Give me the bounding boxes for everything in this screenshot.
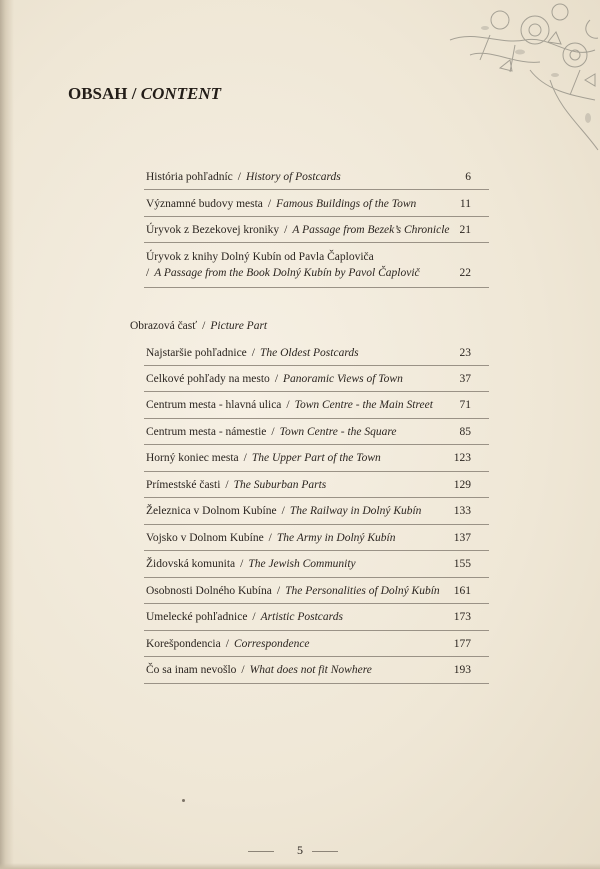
toc-entry-panoramic-views[interactable]: Celkové pohľady na mesto / Panoramic Views of Town 37 — [144, 366, 489, 392]
paper-speck — [182, 799, 185, 802]
entry-title-en: A Passage from Bezek’s Chronicle — [292, 224, 450, 236]
toc-entry-the-square[interactable]: Centrum mesta - námestie / Town Centre - the Square 85 — [144, 419, 489, 445]
toc-entry-main-street[interactable]: Centrum mesta - hlavná ulica / Town Centre - the Main Street 71 — [144, 392, 489, 419]
entry-page-number: 133 — [453, 505, 471, 517]
entry-title-en: Panoramic Views of Town — [283, 373, 403, 385]
entry-title-en: The Oldest Postcards — [260, 347, 359, 359]
entry-page-number: 23 — [459, 347, 471, 359]
entry-page-number: 22 — [459, 267, 471, 279]
entry-title-en: Town Centre - the Main Street — [294, 399, 433, 411]
entry-page-number: 173 — [453, 611, 471, 623]
page-title — [68, 84, 221, 104]
entry-title-sk: Centrum mesta - námestie — [146, 426, 267, 438]
entry-title-en: The Army in Dolný Kubín — [276, 532, 396, 544]
entry-title-en: What does not fit Nowhere — [249, 664, 372, 676]
toc-entry-bezek-chronicle[interactable]: Úryvok z Bezekovej kroniky / A Passage from Bezek’s Chronicle 21 — [144, 218, 489, 243]
entry-page-number: 11 — [459, 198, 471, 210]
floral-ornament-icon — [430, 0, 600, 170]
entry-page-number: 6 — [465, 171, 471, 183]
entry-title-en: Artistic Postcards — [260, 611, 343, 623]
page-number: 5 — [297, 843, 303, 857]
entry-title-sk: História pohľadníc — [146, 171, 233, 183]
folio-rule-right — [312, 851, 338, 852]
entry-title-sk: Umelecké pohľadnice — [146, 611, 248, 623]
entry-title-en: History of Postcards — [245, 171, 341, 183]
entry-title-sk: Celkové pohľady na mesto — [146, 373, 270, 385]
entry-page-number: 177 — [453, 638, 471, 650]
toc-entry-artistic-postcards[interactable]: Umelecké pohľadnice / Artistic Postcards 173 — [144, 604, 489, 631]
toc-entry-oldest-postcards[interactable]: Najstaršie pohľadnice / The Oldest Postcards 23 — [144, 340, 489, 366]
entry-title-sk: Korešpondencia — [146, 638, 221, 650]
entry-title-sk: Osobnosti Dolného Kubína — [146, 585, 272, 597]
entry-title-sk: Čo sa inam nevošlo — [146, 664, 237, 676]
entry-page-number: 129 — [453, 479, 471, 491]
toc-entry-suburban-parts[interactable]: Prímestské časti / The Suburban Parts 129 — [144, 472, 489, 498]
toc-entry-famous-buildings[interactable]: Významné budovy mesta / Famous Buildings of the Town 11 — [144, 192, 489, 217]
title-english: CONTENT — [140, 84, 222, 103]
toc-entry-army[interactable]: Vojsko v Dolnom Kubíne / The Army in Dolný Kubín 137 — [144, 525, 489, 551]
entry-title-sk: Úryvok z knihy Dolný Kubín od Pavla Čaploviča — [146, 251, 374, 263]
entry-title-sk: Významné budovy mesta — [146, 198, 263, 210]
entry-page-number: 71 — [459, 399, 471, 411]
page-spine-shadow — [0, 0, 14, 869]
toc-entry-jewish-community[interactable]: Židovská komunita / The Jewish Community 155 — [144, 551, 489, 578]
toc-entry-caplovic-passage[interactable]: Úryvok z knihy Dolný Kubín od Pavla Čaploviča / A Passage from the Book Dolný Kubín by Pavol Čaplovič 22 — [144, 244, 489, 288]
entry-page-number: 123 — [453, 452, 471, 464]
entry-page-number: 193 — [453, 664, 471, 676]
toc-entry-personalities[interactable]: Osobnosti Dolného Kubína / The Personalities of Dolný Kubín 161 — [144, 578, 489, 604]
entry-title-sk: Železnica v Dolnom Kubíne — [146, 505, 277, 517]
entry-title-sk: Židovská komunita — [146, 558, 236, 570]
entry-title-sk: Úryvok z Bezekovej kroniky — [146, 224, 280, 236]
toc-entry-upper-part[interactable]: Horný koniec mesta / The Upper Part of the Town 123 — [144, 445, 489, 472]
toc-entry-correspondence[interactable]: Korešpondencia / Correspondence 177 — [144, 631, 489, 657]
entry-title-en: A Passage from the Book Dolný Kubín by Pavol Čaplovič — [154, 267, 420, 279]
entry-page-number: 37 — [459, 373, 471, 385]
entry-title-en: The Railway in Dolný Kubín — [289, 505, 422, 517]
page-bottom-edge — [0, 863, 600, 869]
section-heading-picture-part: Obrazová časť / Picture Part — [130, 320, 268, 332]
entry-title-en: The Suburban Parts — [233, 479, 327, 491]
entry-title-sk: Vojsko v Dolnom Kubíne — [146, 532, 264, 544]
entry-page-number: 137 — [453, 532, 471, 544]
entry-page-number: 155 — [453, 558, 471, 570]
entry-title-en: Town Centre - the Square — [279, 426, 397, 438]
entry-page-number: 161 — [453, 585, 471, 597]
entry-title-sk: Centrum mesta - hlavná ulica — [146, 399, 282, 411]
entry-title-sk: Horný koniec mesta — [146, 452, 239, 464]
toc-entry-railway[interactable]: Železnica v Dolnom Kubíne / The Railway in Dolný Kubín 133 — [144, 498, 489, 525]
entry-title-en: The Jewish Community — [248, 558, 356, 570]
toc-entry-history-of-postcards[interactable]: História pohľadníc / History of Postcards 6 — [144, 166, 489, 190]
entry-title-en: The Personalities of Dolný Kubín — [285, 585, 440, 597]
entry-title-sk: Najstaršie pohľadnice — [146, 347, 247, 359]
entry-title-en: Correspondence — [233, 638, 310, 650]
entry-page-number: 85 — [459, 426, 471, 438]
title-separator: / — [131, 84, 137, 103]
toc-entry-what-does-not-fit[interactable]: Čo sa inam nevošlo / What does not fit Nowhere 193 — [144, 657, 489, 684]
entry-title-sk: Prímestské časti — [146, 479, 221, 491]
title-slovak: OBSAH — [68, 84, 128, 103]
entry-page-number: 21 — [459, 224, 471, 236]
entry-title-en: The Upper Part of the Town — [251, 452, 381, 464]
entry-title-en: Famous Buildings of the Town — [276, 198, 417, 210]
